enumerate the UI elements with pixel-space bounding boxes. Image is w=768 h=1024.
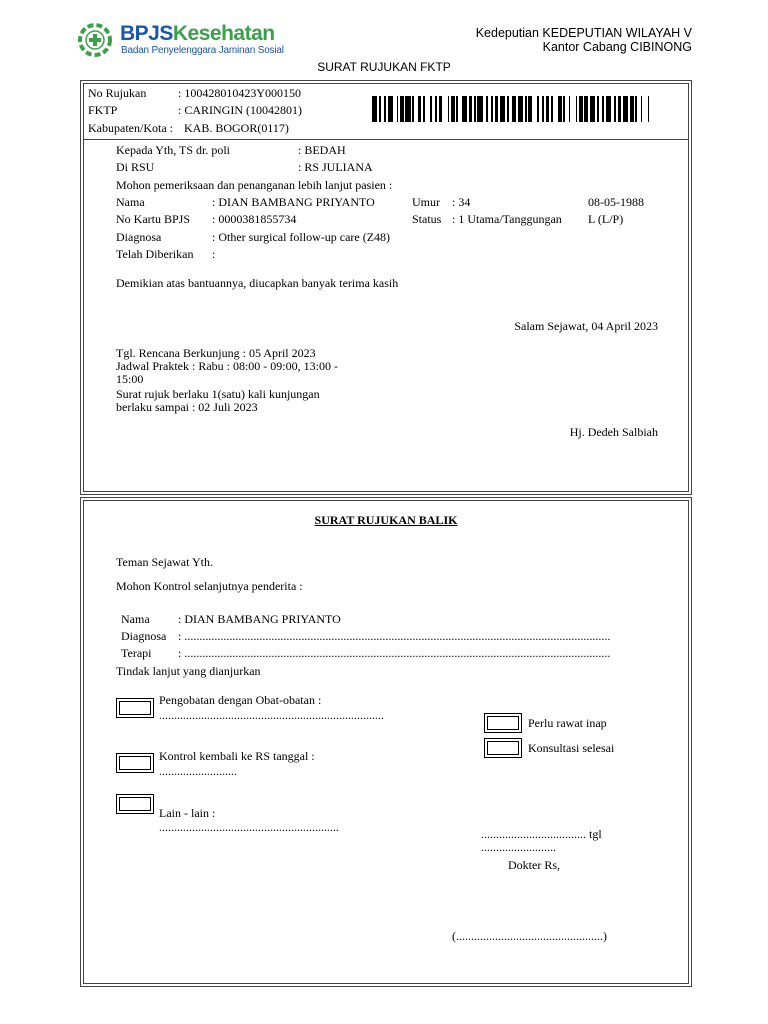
teman-text: Teman Sejawat Yth. [116,555,214,569]
balik-nama-label: Nama [121,612,150,626]
kabupaten-label: Kabupaten/Kota : [88,121,173,135]
kartu-label: No Kartu BPJS [116,212,191,226]
opt-lain-dots: ............................................................ [159,820,339,834]
checkbox-lain[interactable] [116,794,154,814]
referral-barcode [372,96,654,122]
di-rsu-label: Di RSU [116,160,155,174]
signature-line: (.................................................) [452,929,607,943]
bpjs-logo-icon [78,23,112,57]
opt-kontrol-dots: .......................... [159,764,237,778]
telah-value: : [212,247,216,261]
opt-konsultasi-label: Konsultasi selesai [528,741,615,755]
jadwal-line-2: 15:00 [116,372,144,386]
office-line: Kantor Cabang CIBINONG [542,40,692,54]
status-value: : 1 Utama/Tanggungan [452,212,562,226]
jadwal-line-1: Jadwal Praktek : Rabu : 08:00 - 09:00, 13:00 - [116,359,338,373]
tindak-lanjut-text: Tindak lanjut yang dianjurkan [116,664,261,678]
deputy-line: Kedeputian KEDEPUTIAN WILAYAH V [475,26,692,40]
opt-obat-label: Pengobatan dengan Obat-obatan : [159,693,322,707]
balik-nama-value: : DIAN BAMBANG PRIYANTO [178,612,341,626]
mohon-text: Mohon pemeriksaan dan penanganan lebih lanjut pasien : [116,178,393,192]
status-label: Status [412,212,442,226]
salam-text: Salam Sejawat, 04 April 2023 [514,319,658,333]
umur-value: : 34 [452,195,471,209]
telah-label: Telah Diberikan [116,247,194,261]
logo-brand-kesehatan: Kesehatan [172,22,275,45]
balik-terapi-label: Terapi [121,646,152,660]
balik-title: SURAT RUJUKAN BALIK [314,513,458,527]
signer-name: Hj. Dedeh Salbiah [569,425,658,439]
balik-diagnosa-value: : .............................................................................................................................................. [178,629,611,643]
opt-obat-dots: ........................................................................... [159,708,384,722]
di-rsu-value: : RS JULIANA [298,160,373,174]
tgl-rencana: Tgl. Rencana Berkunjung : 05 April 2023 [116,346,316,360]
dob-value: 08-05-1988 [588,195,644,209]
logo-brand-bpjs: BPJS [120,22,173,45]
checkbox-konsultasi[interactable] [484,738,522,758]
kabupaten-value: KAB. BOGOR(0117) [184,121,289,135]
demikian-text: Demikian atas bantuannya, diucapkan banyak terima kasih [116,276,399,290]
checkbox-rawat-inap[interactable] [484,713,522,733]
diagnosa-label: Diagnosa [116,230,162,244]
opt-lain-label: Lain - lain : [159,806,216,820]
berlaku-line-1: Surat rujuk berlaku 1(satu) kali kunjungan [116,387,320,401]
kepada-value: : BEDAH [298,143,346,157]
kartu-value: : 0000381855734 [212,212,297,226]
diagnosa-value: : Other surgical follow-up care (Z48) [212,230,391,244]
mohon-kontrol-text: Mohon Kontrol selanjutnya penderita : [116,579,303,593]
balik-terapi-value: : .............................................................................................................................................. [178,646,611,660]
checkbox-kontrol[interactable] [116,753,154,773]
fktp-value: : CARINGIN (10042801) [178,103,302,117]
page-title: SURAT RUJUKAN FKTP [317,60,451,74]
gender-value: L (L/P) [588,212,624,226]
dokter-label: Dokter Rs, [508,858,560,872]
no-rujukan-label: No Rujukan [88,86,147,100]
umur-label: Umur [412,195,440,209]
nama-value: : DIAN BAMBANG PRIYANTO [212,195,375,209]
fktp-label: FKTP [88,103,118,117]
berlaku-line-2: berlaku sampai : 02 Juli 2023 [116,400,258,414]
opt-rawat-label: Perlu rawat inap [528,716,607,730]
nama-label: Nama [116,195,145,209]
kepada-label: Kepada Yth, TS dr. poli [116,143,230,157]
no-rujukan-value: : 100428010423Y000150 [178,86,301,100]
tgl-line-2: ......................... [481,840,556,854]
checkbox-obat[interactable] [116,698,154,718]
bpjs-logo [78,22,284,58]
tgl-line: ................................... tgl [481,827,602,841]
opt-kontrol-label: Kontrol kembali ke RS tanggal : [159,749,315,763]
balik-diagnosa-label: Diagnosa [121,629,167,643]
logo-subtitle: Badan Penyelenggara Jaminan Sosial [121,45,284,56]
